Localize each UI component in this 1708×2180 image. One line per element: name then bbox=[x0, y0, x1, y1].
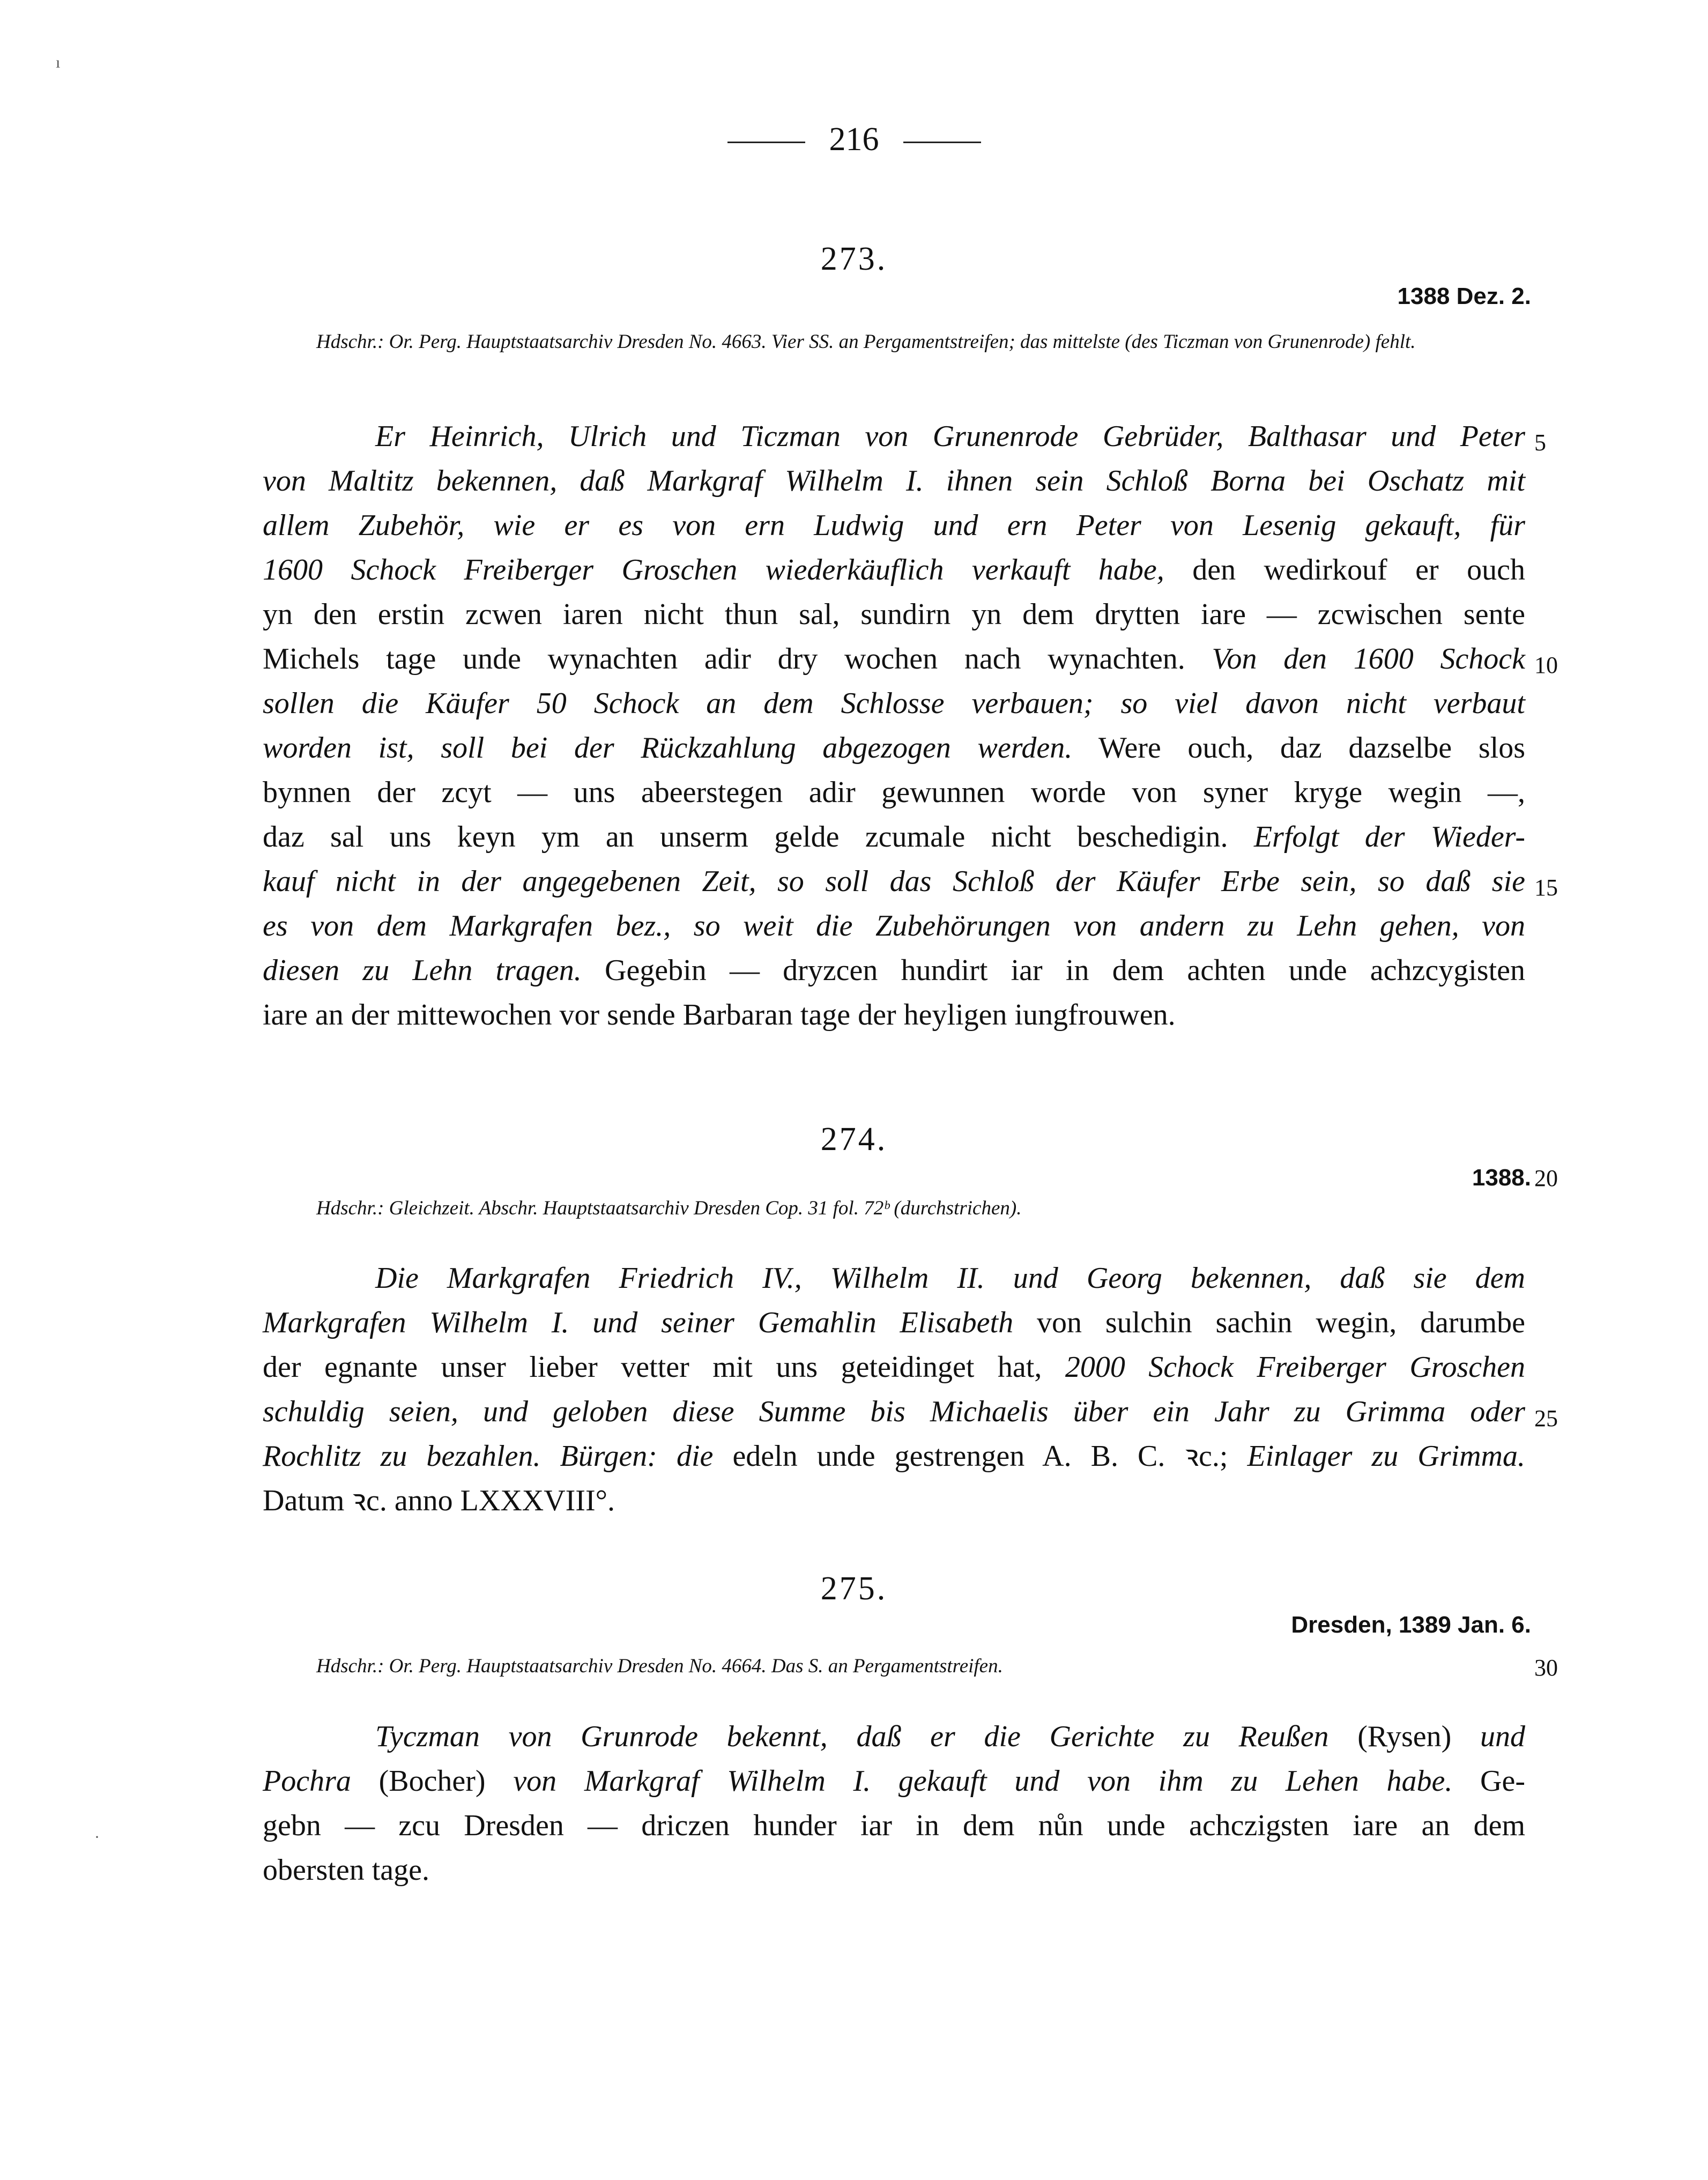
italic-run: Tyczman von Grunrode bekennt, daß er die Gerichte zu Reußen bbox=[375, 1720, 1329, 1753]
roman-run: gebn — zcu Dresden — driczen hunder iar in dem nůn unde achczigsten iare an dem bbox=[263, 1809, 1525, 1842]
italic-run: Markgrafen Wilhelm I. und seiner Gemahlin Elisabeth bbox=[263, 1306, 1014, 1339]
roman-run: Datum ꝛc. anno LXXXVIII°. bbox=[263, 1484, 615, 1517]
roman-run: Gegebin — dryzcen hundirt iar in dem achten unde achzcygisten bbox=[581, 954, 1525, 987]
text-line bbox=[263, 904, 1525, 948]
italic-run: Einlager zu Grimma. bbox=[1247, 1440, 1525, 1473]
text-line bbox=[263, 815, 1525, 859]
italic-run: 2000 Schock Freiberger Groschen bbox=[1065, 1351, 1526, 1384]
margin-mark-top: ı bbox=[56, 54, 61, 71]
roman-run: Ge- bbox=[1452, 1764, 1526, 1798]
roman-run: den wedirkouf er ouch bbox=[1164, 553, 1525, 587]
roman-run: iare an der mittewochen vor sende Barbaran tage der heyligen iungfrouwen. bbox=[263, 998, 1176, 1032]
roman-run: daz sal uns keyn ym an unserm gelde zcumale nicht beschedigin. bbox=[263, 820, 1254, 854]
text-line bbox=[263, 1804, 1525, 1848]
italic-run: Die Markgrafen Friedrich IV., Wilhelm II. und Georg bekennen, daß sie dem bbox=[375, 1262, 1525, 1295]
italic-run: worden ist, soll bei der Rückzahlung abgezogen werden. bbox=[263, 731, 1073, 765]
italic-run: diesen zu Lehn tragen. bbox=[263, 954, 582, 987]
roman-run: Michels tage unde wynachten adir dry wochen nach wynachten. bbox=[263, 642, 1212, 676]
text-line bbox=[263, 1301, 1525, 1345]
text-line bbox=[263, 1434, 1525, 1479]
page-number-dash-left bbox=[727, 142, 805, 143]
roman-run: edeln unde gestrengen A. B. C. ꝛc.; bbox=[713, 1440, 1247, 1473]
doc-body-273 bbox=[263, 414, 1525, 1037]
text-line bbox=[263, 948, 1525, 993]
italic-run: Von den 1600 Schock bbox=[1212, 642, 1526, 676]
margin-mark-left: · bbox=[94, 1828, 100, 1846]
italic-run: allem Zubehör, wie er es von ern Ludwig und ern Peter von Lesenig gekauft, für bbox=[263, 509, 1525, 542]
page-number bbox=[0, 121, 1708, 159]
text-line bbox=[263, 548, 1525, 592]
italic-run: und bbox=[1480, 1720, 1525, 1753]
roman-run: Were ouch, daz dazselbe slos bbox=[1072, 731, 1525, 765]
roman-run: obersten tage. bbox=[263, 1853, 429, 1887]
italic-run: von Maltitz bekennen, daß Markgraf Wilhelm I. ihnen sein Schloß Borna bei Oschatz mit bbox=[263, 464, 1525, 498]
text-line bbox=[263, 592, 1525, 637]
doc-number-274: 274. bbox=[820, 1121, 888, 1158]
italic-run: Erfolgt der Wieder- bbox=[1253, 820, 1525, 854]
line-number-25: 25 bbox=[1534, 1405, 1558, 1432]
text-line bbox=[263, 637, 1525, 681]
text-line bbox=[263, 770, 1525, 815]
roman-run: der egnante unser lieber vetter mit uns geteidinget hat, bbox=[263, 1351, 1065, 1384]
roman-run: (Rysen) bbox=[1328, 1720, 1480, 1753]
text-line bbox=[263, 1715, 1525, 1759]
italic-run: schuldig seien, und geloben diese Summe bis Michaelis über ein Jahr zu Grimma oder bbox=[263, 1395, 1525, 1428]
doc-source-273: Hdschr.: Or. Perg. Hauptstaatsarchiv Dresden No. 4663. Vier SS. an Pergamentstreifen; das mittelste (des Ticzman von Grunenrode) fehlt. bbox=[316, 331, 1416, 353]
text-line bbox=[263, 726, 1525, 770]
text-line bbox=[263, 1390, 1525, 1434]
roman-run: bynnen der zcyt — uns abeerstegen adir gewunnen worde von syner kryge wegin —, bbox=[263, 776, 1525, 809]
line-number-30: 30 bbox=[1534, 1655, 1558, 1681]
text-line bbox=[263, 993, 1525, 1037]
text-line bbox=[263, 1759, 1525, 1804]
italic-run: Pochra bbox=[263, 1764, 351, 1798]
page-number-text: 216 bbox=[829, 121, 879, 158]
line-number-5: 5 bbox=[1534, 429, 1546, 456]
text-line bbox=[263, 414, 1525, 459]
doc-date-275: Dresden, 1389 Jan. 6. bbox=[1291, 1612, 1531, 1638]
italic-run: 1600 Schock Freiberger Groschen wiederkäuflich verkauft habe, bbox=[263, 553, 1164, 587]
text-line bbox=[263, 1256, 1525, 1301]
page-number-dash-right bbox=[903, 142, 981, 143]
roman-run: von sulchin sachin wegin, darumbe bbox=[1013, 1306, 1525, 1339]
text-line bbox=[263, 459, 1525, 503]
text-line bbox=[263, 859, 1525, 904]
text-line bbox=[263, 1345, 1525, 1390]
text-line bbox=[263, 681, 1525, 726]
text-line bbox=[263, 1479, 1525, 1523]
italic-run: Rochlitz zu bezahlen. Bürgen: die bbox=[263, 1440, 714, 1473]
doc-number-273: 273. bbox=[820, 241, 888, 277]
text-line bbox=[263, 1848, 1525, 1893]
doc-body-274 bbox=[263, 1256, 1525, 1523]
italic-run: sollen die Käufer 50 Schock an dem Schlosse verbauen; so viel davon nicht verbaut bbox=[263, 687, 1525, 720]
roman-run: yn den erstin zcwen iaren nicht thun sal, sundirn yn dem drytten iare — zcwischen sente bbox=[263, 598, 1525, 631]
italic-run: Er Heinrich, Ulrich und Ticzman von Grunenrode Gebrüder, Balthasar und Peter bbox=[375, 420, 1525, 453]
text-line bbox=[263, 503, 1525, 548]
doc-body-275 bbox=[263, 1715, 1525, 1893]
roman-run: (Bocher) bbox=[351, 1764, 514, 1798]
italic-run: es von dem Markgrafen bez., so weit die Zubehörungen von andern zu Lehn gehen, von bbox=[263, 909, 1525, 943]
doc-date-274: 1388. bbox=[1472, 1165, 1531, 1191]
line-number-10: 10 bbox=[1534, 652, 1558, 678]
line-number-15: 15 bbox=[1534, 874, 1558, 901]
italic-run: von Markgraf Wilhelm I. gekauft und von ihm zu Lehen habe. bbox=[513, 1764, 1453, 1798]
doc-number-275: 275. bbox=[820, 1570, 888, 1607]
line-number-20: 20 bbox=[1534, 1165, 1558, 1191]
doc-source-274: Hdschr.: Gleichzeit. Abschr. Hauptstaatsarchiv Dresden Cop. 31 fol. 72ᵇ (durchstrichen). bbox=[316, 1197, 1022, 1219]
doc-source-275: Hdschr.: Or. Perg. Hauptstaatsarchiv Dresden No. 4664. Das S. an Pergamentstreifen. bbox=[316, 1655, 1003, 1677]
italic-run: kauf nicht in der angegebenen Zeit, so soll das Schloß der Käufer Erbe sein, so daß sie bbox=[263, 865, 1525, 898]
doc-date-273: 1388 Dez. 2. bbox=[1397, 283, 1531, 309]
